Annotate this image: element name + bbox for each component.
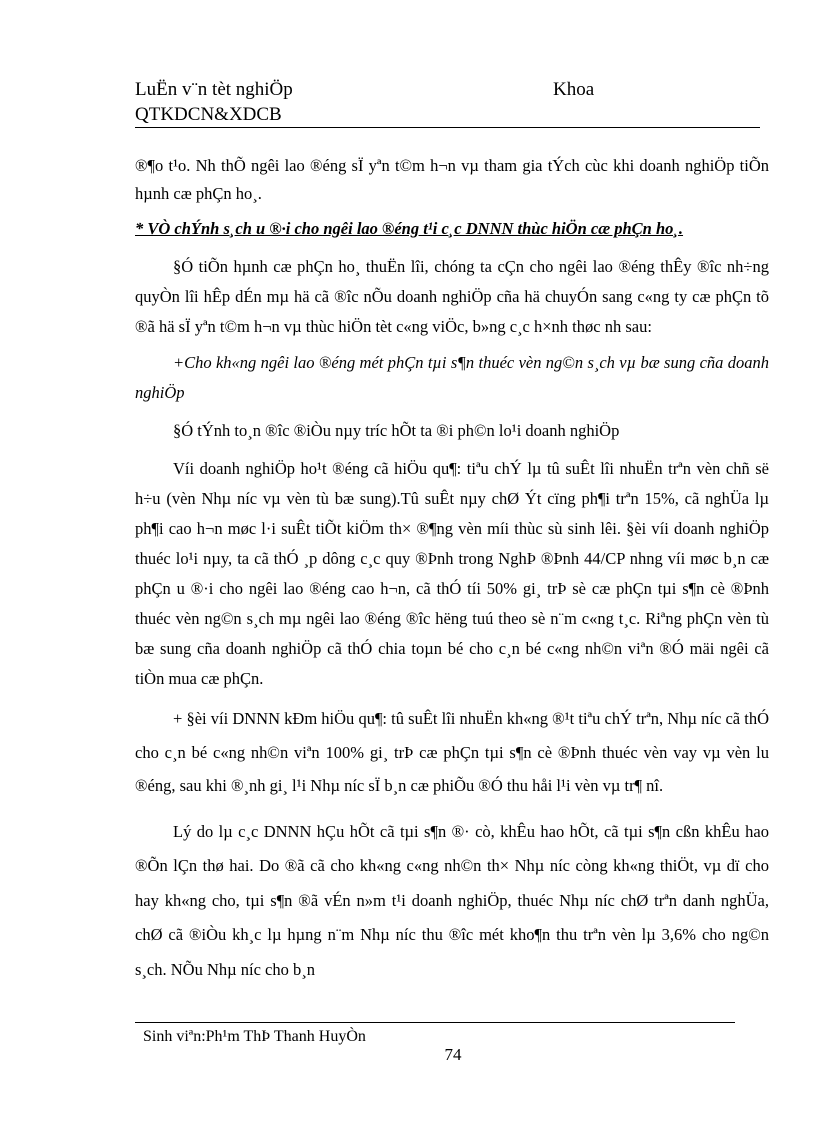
footer-divider [135,1022,735,1023]
page-number: 74 [444,1045,462,1064]
section-heading [135,216,769,242]
paragraph-7: Lý do lµ c¸c DNNN hÇu hÕt cã tµi s¶n ®· cò, khÊu hao hÕt, cã tµi s¶n cßn khÊu hao ®Õn lÇn thø hai. Do ®ã cã cho kh«ng c«ng nh©n th× Nhµ níc còng kh«ng thiÖt, vµ dï cho hay kh«ng cho, tµi s¶n ®ã vÉn n»m t¹i doanh nghiÖp, thuéc Nhµ níc chØ trªn danh nghÜa, chØ cã ®iÒu kh¸c lµ hµng n¨m Nhµ níc thu ®îc mét kho¶n thu trªn vèn lµ 3,6% cho ng©n s¸ch. NÕu Nhµ níc cho b¸n [135,821,769,979]
paragraph-2: §Ó tiÕn hµnh cæ phÇn ho¸ thuËn lîi, chóng ta cÇn cho ngêi lao ®éng thÊy ®îc nh÷ng quyÒn lîi hÊp dÉn mµ hä cã ®îc nÕu doanh nghiÖp cña hä chuyÓn sang c«ng ty cæ phÇn tõ ®ã hä sÏ yªn t©m h¬n vµ thùc hiÖn tèt c«ng viÖc, b»ng c¸c h×nh thøc nh sau: [135,257,769,336]
footer-student: Sinh viªn:Ph¹m ThÞ Thanh HuyÒn [143,1028,366,1045]
header-thesis-title: LuËn v¨n tèt nghiÖp [135,79,293,100]
page-header [135,77,760,127]
paragraph-6: + §èi víi DNNN kÐm hiÖu qu¶: tû suÊt lîi nhuËn kh«ng ®¹t tiªu chÝ trªn, Nhµ níc cã thÓ cho c¸n bé c«ng nh©n viªn 100% gi¸ trÞ cæ phÇn tµi s¶n cè ®Þnh thuéc vèn vay vµ vèn lu ®éng, sau khi ®¸nh gi¸ l¹i Nhµ níc sÏ b¸n cæ phiÕu ®Ó thu håi l¹i vèn vµ tr¶ nî. [135,709,769,795]
header-department-label: Khoa [553,79,595,100]
paragraph-5: Víi doanh nghiÖp ho¹t ®éng cã hiÖu qu¶: tiªu chÝ lµ tû suÊt lîi nhuËn trªn vèn chñ së h÷u (vèn Nhµ níc vµ vèn tù bæ sung).Tû suÊt nµy chØ Ýt cïng ph¶i trªn 15%, cã nghÜa lµ ph¶i cao h¬n møc l·i suÊt tiÕt kiÖm th× ®¶ng vèn míi thùc sù sinh lêi. §èi víi doanh nghiÖp thuéc lo¹i nµy, ta cã thÓ ¸p dông c¸c quy ®Þnh trong NghÞ ®Þnh 44/CP nhng víi møc b¸n cæ phÇn u ®·i cho ngêi lao ®éng cao h¬n, cã thÓ tíi 50% gi¸ trÞ sè cæ phÇn tµi s¶n cè ®Þnh thuéc vèn ng©n s¸ch mµ ngêi lao ®éng ®îc hëng tuú theo sè n¨m c«ng t¸c. Riªng phÇn vèn tù bæ sung cña doanh nghiÖp cã thÓ chia toµn bé cho c¸n bé c«ng nh©n viªn ®Ó mäi ngêi cã tiÒn mua cæ phÇn. [135,459,769,688]
section-heading-text: * VÒ chÝnh s¸ch u ®·i cho ngêi lao ®éng t¹i c¸c DNNN thùc hiÖn cæ phÇn ho¸. [135,219,684,238]
paragraph-3: +Cho kh«ng ngêi lao ®éng mét phÇn tµi s¶n thuéc vèn ng©n s¸ch vµ bæ sung cña doanh nghiÖp [135,353,769,402]
page-body [135,152,769,987]
paragraph-1: ®¶o t¹o. Nh thÕ ngêi lao ®éng sÏ yªn t©m h¬n vµ tham gia tÝch cùc khi doanh nghiÖp tiÕn hµnh cæ phÇn ho¸. [135,156,769,203]
paragraph-4: §Ó tÝnh to¸n ®îc ®iÒu nµy tríc hÕt ta ®i ph©n lo¹i doanh nghiÖp [173,421,620,440]
header-department-code: QTKDCN&XDCB [135,104,282,125]
header-divider [135,127,760,128]
